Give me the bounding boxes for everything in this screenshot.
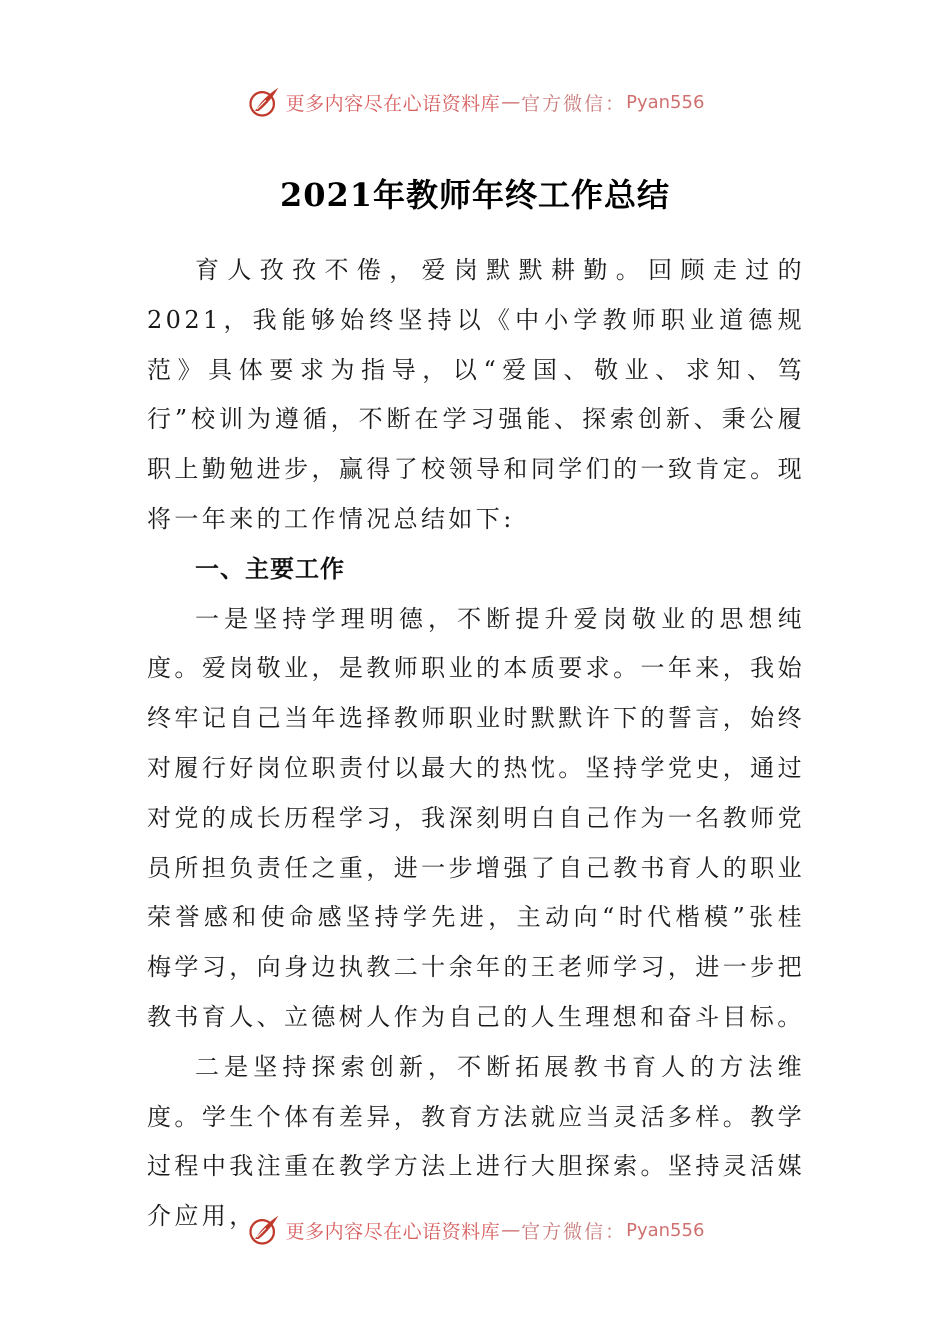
watermark-account-id: Pyan556 xyxy=(626,91,705,113)
watermark-separator: — xyxy=(501,91,521,113)
section-heading: 一、主要工作 xyxy=(195,554,345,583)
watermark-sub-text: 官方微信： xyxy=(521,1220,627,1243)
quill-logo-icon xyxy=(246,84,282,120)
quill-logo-icon xyxy=(246,1212,282,1248)
watermark-footer xyxy=(0,1210,950,1250)
watermark-account-id: Pyan556 xyxy=(626,1219,705,1241)
document-body xyxy=(147,246,805,1242)
watermark-separator: — xyxy=(501,1219,521,1241)
intro-paragraph: 育人孜孜不倦，爱岗默默耕勤。回顾走过的2021，我能够始终坚持以《中小学教师职业道德规范》具体要求为指导，以“爱国、敬业、求知、笃行”校训为遵循，不断在学习强能、探索创新、秉公履职上勤勉进步，赢得了校领导和同学们的一致肯定。现将一年来的工作情况总结如下: xyxy=(147,256,805,533)
watermark-header xyxy=(0,82,950,122)
body-paragraph-2: 二是坚持探索创新，不断拓展教书育人的方法维度。学生个体有差异，教育方法就应当灵活多样。教学过程中我注重在教学方法上进行大胆探索。坚持灵活媒介应用， xyxy=(147,1052,805,1231)
watermark-main-text: 更多内容尽在心语资料库 xyxy=(285,1220,501,1243)
body-paragraph-1: 一是坚持学理明德，不断提升爱岗敬业的思想纯度。爱岗敬业，是教师职业的本质要求。一年来，我始终牢记自己当年选择教师职业时默默许下的誓言，始终对履行好岗位职责付以最大的热忱。坚持学党史，通过对党的成长历程学习，我深刻明白自己作为一名教师党员所担负责任之重，进一步增强了自己教书育人的职业荣誉感和使命感坚持学先进，主动向“时代楷模”张桂梅学习，向身边执教二十余年的王老师学习，进一步把教书育人、立德树人作为自己的人生理想和奋斗目标。 xyxy=(147,604,805,1031)
watermark-sub-text: 官方微信： xyxy=(521,92,627,115)
document-title: 2021年教师年终工作总结 xyxy=(279,176,671,214)
watermark-main-text: 更多内容尽在心语资料库 xyxy=(285,92,501,115)
